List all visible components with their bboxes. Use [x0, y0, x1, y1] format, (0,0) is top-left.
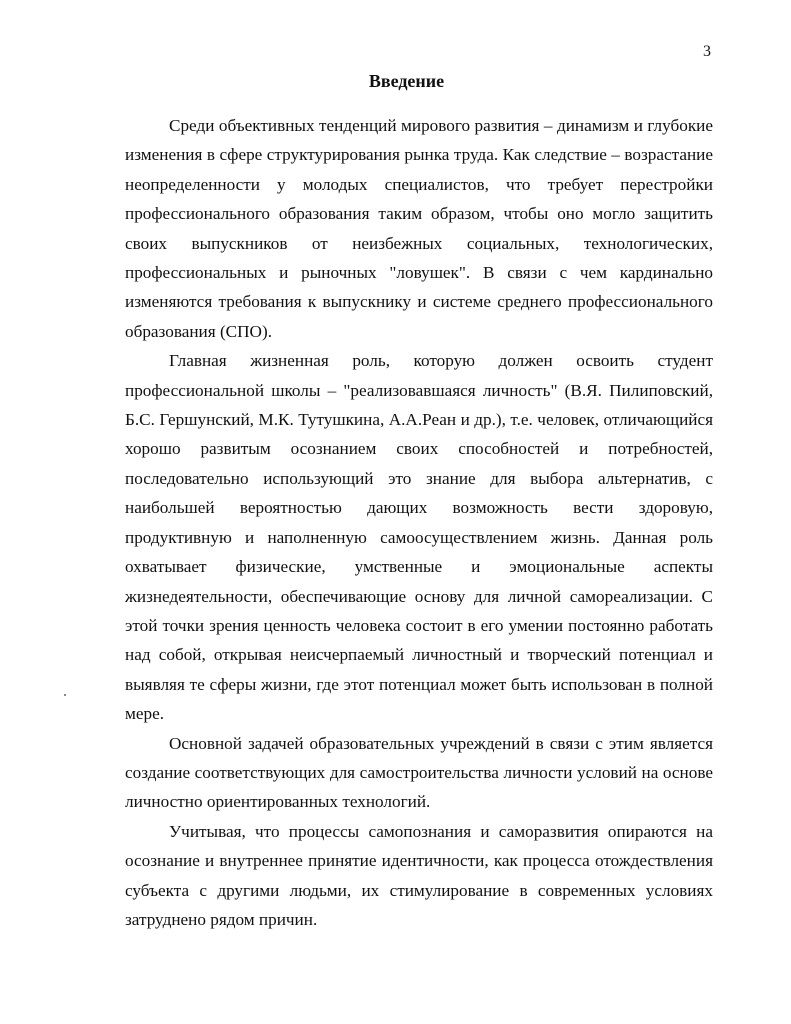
page-title: Введение: [368, 71, 445, 91]
scan-speck: [64, 694, 66, 696]
paragraph-1: Среди объективных тенденций мирового развития – динамизм и глубокие изменения в сфере структурирования рынка труда. Как следствие – возрастание неопределенности у молодых специалистов, что требует перестройки профессионального образования таким образом, чтобы оно могло защитить своих выпускников от неизбежных социальных, технологических, профессиональных и рыночных "ловушек". В связи с чем кардинально изменяются требования к выпускнику и системе среднего профессионального образования (СПО).: [125, 116, 713, 341]
paragraph-2: Главная жизненная роль, которую должен освоить студент профессиональной школы – "реализовавшаяся личность" (В.Я. Пилиповский, Б.С. Гершунский, М.К. Тутушкина, А.А.Реан и др.), т.е. человек, отличающийся хорошо развитым осознанием своих способностей и потребностей, последовательно использующий это знание для выбора альтернатив, с наибольшей вероятностью дающих возможность вести здоровую, продуктивную и наполненную самоосуществлением жизнь. Данная роль охватывает физические, умственные и эмоциональные аспекты жизнедеятельности, обеспечивающие основу для личной самореализации. С этой точки зрения ценность человека состоит в его умении постоянно работать над собой, открывая неисчерпаемый личностный и творческий потенциал и выявляя те сферы жизни, где этот потенциал может быть использован в полной мере.: [125, 351, 713, 724]
body-text: [125, 111, 713, 934]
paragraph-3: Основной задачей образовательных учреждений в связи с этим является создание соответствующих для самостроительства личности условий на основе личностно ориентированных технологий.: [125, 733, 713, 812]
paragraph-4: Учитывая, что процессы самопознания и саморазвития опираются на осознание и внутреннее принятие идентичности, как процесса отождествления субъекта с другими людьми, их стимулирование в современных условиях затруднено рядом причин.: [125, 821, 713, 929]
page-number: 3: [703, 43, 711, 60]
